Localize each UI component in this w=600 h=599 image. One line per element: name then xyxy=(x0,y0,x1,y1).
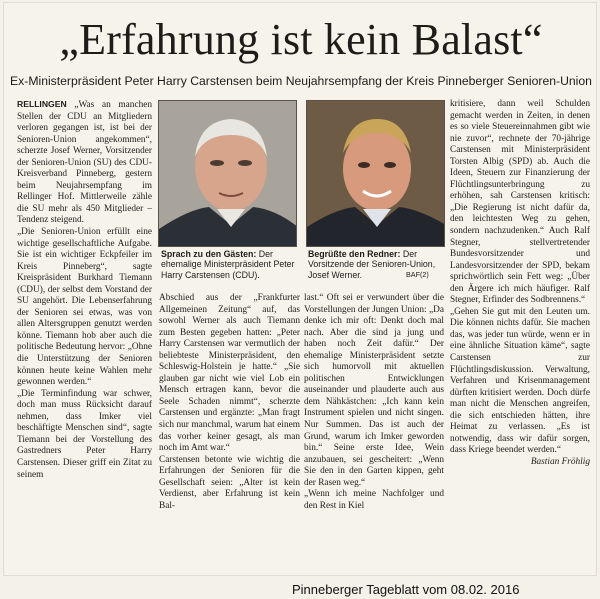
newspaper-clipping xyxy=(3,2,597,576)
article-column-1 xyxy=(17,99,152,571)
caption-bold: Begrüßte den Redner: xyxy=(308,249,401,259)
photo-carstensen xyxy=(158,100,297,247)
paragraph: „Die Terminfindung war schwer, doch man muss Rücksicht darauf nehmen, dass Imker viel beschäftigte Menschen sind“, sagte Tiemann bei der Vorstellung des Gastredners Peter Harry Carstensen. Dieser griff ein Zitat zu seinem xyxy=(17,388,152,480)
paragraph: „Die Senioren-Union erfüllt eine wichtige gesellschaftliche Aufgabe. Sie ist ein wichtiger Eckpfeiler im Kreis Pinneberg“, sagte Kreispräsident Burkhard Tiemann (CDU), der selbst dem Vorstand der SU angehört. Die Lebenserfahrung der Senioren sei etwas, was von allen Altersgruppen genutzt werden könne. Tiemann hob aber auch die politische Bedeutung hervor: „Ohne die Unterstützung der Senioren können heute keine Wahlen mehr gewonnen werden.“ xyxy=(17,227,152,388)
article-column-2 xyxy=(159,293,300,573)
paragraph: kritisiere, dann weil Schulden gemacht werden in Zeiten, in denen es so viele Steuereinnahmen gibt wie nie zuvor“, rechnete der 70-jährige Carstensen mit Ministerpräsident Torsten Albig (SPD) ab. Auch die Ideen, Steuern zur Finanzierung der Flüchtlingsunterbringung zu erhöhen, sah Carstensen kritisch: „Die Regierung ist nicht dafür da, den leichtesten Weg zu gehen, sondern nachzudenken.“ Auch Ralf Stegner, stellvertretender Bundesvorsitzender und Landesvorsitzender der SPD, bekam sprichwörtlich sein Fett weg: „Über den Ärgere ich mich häufiger. Ralf Stegner, Erfinder des Sodbrennens.“ xyxy=(450,99,590,306)
headline: „Erfahrung ist kein Balast“ xyxy=(59,15,543,64)
paragraph: „Wenn ich meine Nachfolger und den Rest in Kiel xyxy=(304,489,444,511)
photo-credit: BAF(2) xyxy=(406,270,429,279)
paragraph: „Was an manchen Stellen der CDU an Mitgliedern verloren gegangen ist, ist bei der Senioren-Union angekommen“, scherzte Josef Werner, Vorsitzender der Senioren-Union (SU) des CDU-Kreisverband Pinneberg, gestern beim Neujahrsempfang im Rellinger Hof. Mittlerweile zähle die SU mehr als 450 Mitglieder – Tendenz steigend. xyxy=(17,100,152,226)
article-column-4 xyxy=(450,99,590,577)
caption-text: Der Vorsitzende der Senioren-Union, Josef Werner. xyxy=(308,249,436,280)
paragraph: last.“ Oft sei er verwundert über die Vorstellungen der Jungen Union: „Da denke ich mir oft: Denkt doch mal nach. Aber die sind ja jung und haben noch Zeit dafür.“ Der ehemalige Ministerpräsident setzte sich humorvoll mit aktuellen politischen Entwicklungen auseinander und plauderte auch aus dem Nähkästchen: „Ich kann kein Instrument spielen und nicht singen. Nur Summen. Das ist auch der Grund, warum ich Imker geworden bin.“ Seine erste Idee, Wein anzubauen, sei gescheitert: „Wenn Sie den in den Garten kippen, geht der Rasen weg.“ xyxy=(304,293,444,488)
paragraph: Carstensen betonte wie wichtig die Erfahrungen der Senioren für die Gesellschaft seien: „Alter ist kein Verdienst, aber Erfahrung ist kein Bal- xyxy=(159,454,300,511)
paragraph: Abschied aus der „Frankfurter Allgemeinen Zeitung“ auf, das sowohl Werner als auch Tiemann zum Besten gegeben hatten: „Peter Harry Carstensen war vermutlich der beliebteste Ministerpräsident, den Schleswig-Holstein je hatte.“ „Sie glauben gar nicht wie viel Lob ein Mensch ertragen kann, bevor die Seele Schaden nimmt“, scherzte Carstensen und ergänzte: „Man fragt sich nur manchmal, warum hat einem das vorher keiner gesagt, als man noch im Amt war.“ xyxy=(159,293,300,454)
dateline: RELLINGEN xyxy=(17,99,67,109)
article-column-3 xyxy=(304,293,444,573)
caption-text: Der ehemalige Ministerpräsident Peter Harry Carstensen (CDU). xyxy=(161,249,295,280)
subheadline: Ex-Ministerpräsident Peter Harry Carstensen beim Neujahrsempfang der Kreis Pinneberger Senioren-Union xyxy=(10,74,592,88)
caption-bold: Sprach zu den Gästen: xyxy=(161,249,257,259)
portrait-werner xyxy=(307,101,445,247)
author-byline: Bastian Fröhlig xyxy=(530,456,590,467)
caption-photo-1 xyxy=(161,249,298,280)
portrait-carstensen xyxy=(159,101,297,247)
source-line: Pinneberger Tageblatt vom 08.02. 2016 xyxy=(292,582,520,597)
paragraph: „Gehen Sie gut mit den Leuten um. Die können nichts dafür. Sie machen das, was jeder tun würde, wenn er in eine ähnliche Situation käme“, sagte Carstensen zur Flüchtlingsdiskussion. Verwaltung, Verfahren und Krisenmanagement dürften kritisiert werden. Doch dürfe man nicht die Menschen angreifen, die sich entschieden hätten, ihre Heimat zu verlassen. „Es ist notwendig, dass wir dafür sorgen, dass Kriege beendet werden.“ xyxy=(450,306,590,456)
photo-werner xyxy=(306,100,445,247)
